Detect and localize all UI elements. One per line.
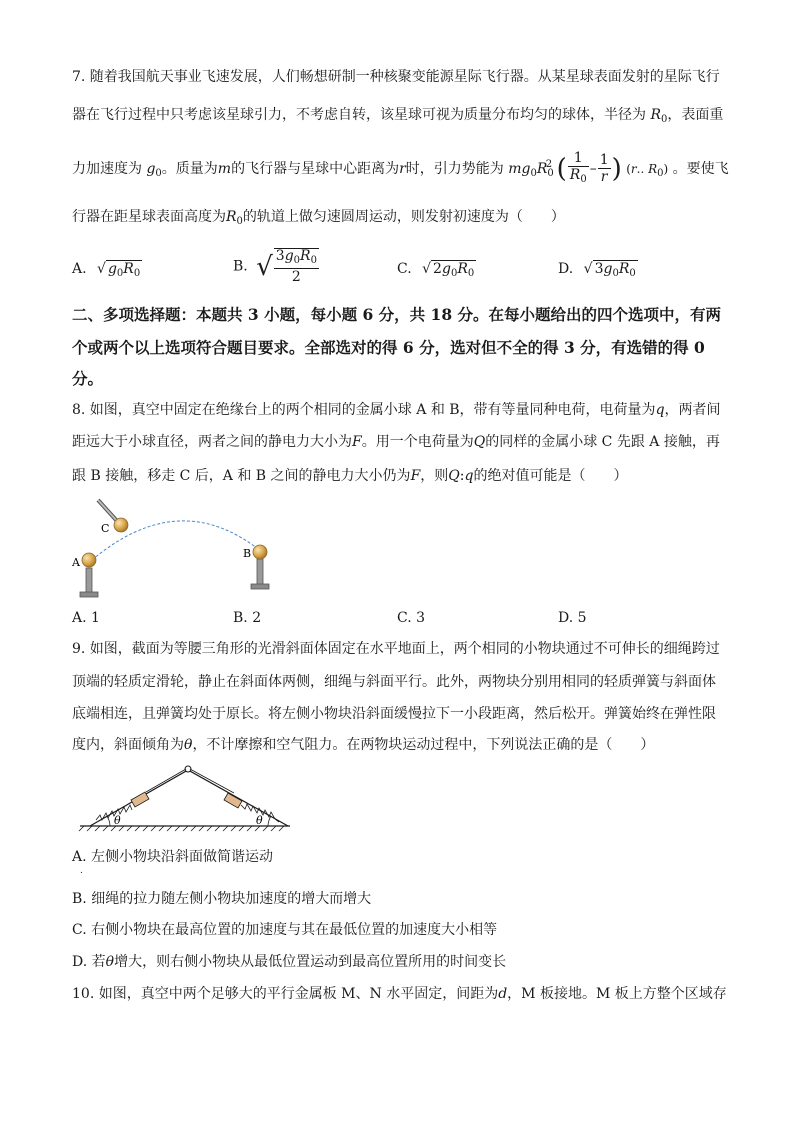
q7-option-b-label: B. xyxy=(233,258,248,275)
frac1-den xyxy=(568,167,589,188)
b-den: 2 xyxy=(291,269,301,285)
q7-line-4-text-b: 的轨道上做匀速圆周运动，则发射初速度为（ ） xyxy=(242,209,565,225)
gravity-symbol: g xyxy=(146,161,156,177)
q7-line-3-text-b: 。质量为 xyxy=(161,161,218,177)
q9-incline-figure xyxy=(76,760,296,836)
c-2: 2 xyxy=(433,261,442,277)
q9-line-4 xyxy=(72,736,654,754)
q7-option-c xyxy=(397,260,476,283)
label-c: C xyxy=(101,522,110,535)
frac1-den-R: R xyxy=(569,166,581,183)
formula-R: R xyxy=(536,161,548,177)
rope-right xyxy=(190,769,234,793)
label-a: A xyxy=(72,556,80,569)
c-g-sub: 0 xyxy=(450,268,458,279)
section2-line-3: 分。 xyxy=(72,369,104,388)
formula-condition: (r.. $R_0$) xyxy=(626,162,669,179)
frac2-num: 1 xyxy=(599,152,609,168)
q9-option-c: C. 右侧小物块在最高位置的加速度与其在最低位置的加速度大小相等 xyxy=(72,922,498,938)
fraction-1-over-R0 xyxy=(568,151,589,188)
q9-line-3: 底端相连，且弹簧均处于原长。将左侧小物块沿斜面缓慢拉下一小段距离，然后松开。弹簧始终在弹性限 xyxy=(72,706,716,722)
b-g-sub: 0 xyxy=(293,255,301,266)
gap-d: d xyxy=(498,986,508,1002)
c-g: g xyxy=(441,261,451,277)
block-left xyxy=(131,792,149,807)
sphere-c xyxy=(114,518,128,532)
q7-option-d xyxy=(558,260,638,283)
q7-option-d-label: D. xyxy=(558,261,574,277)
q7-option-d-value xyxy=(593,260,638,277)
q8-option-c: C. 3 xyxy=(397,610,426,626)
q7-option-c-value xyxy=(431,260,476,277)
a-R-sub: 0 xyxy=(133,268,141,279)
b-R: R xyxy=(300,248,311,264)
gravity-subscript: 0 xyxy=(155,168,162,179)
formula-R-sup: 2 xyxy=(545,159,553,170)
q8-line-2-text-b: 。用一个电荷量为 xyxy=(361,434,474,450)
q8-option-d: D. 5 xyxy=(558,610,587,626)
q7-line-4-text-a: 行器在距星球表面高度为 xyxy=(72,209,226,225)
sqrt-sign: √ xyxy=(256,251,273,282)
stand-b xyxy=(251,545,269,589)
q9-line-1: 9. 如图，截面为等腰三角形的光滑斜面体固定在水平地面上，两个相同的小物块通过不可伸长的细绳跨过 xyxy=(72,641,720,657)
formula-R-sub: 0 xyxy=(547,168,554,179)
q7-line-3-text-e: 。要使飞 xyxy=(672,161,729,177)
radius-subscript: 0 xyxy=(661,114,668,125)
formula-g-sub: 0 xyxy=(530,168,537,179)
d-R: R xyxy=(618,261,630,277)
condition-r: r xyxy=(630,162,637,176)
q7-option-c-label: C. xyxy=(397,261,412,277)
charge-Q: Q xyxy=(473,434,486,450)
q7-option-a xyxy=(72,260,142,283)
ratio-Q: Q xyxy=(448,468,460,484)
q8-line-3 xyxy=(72,467,627,485)
frac1-num: 1 xyxy=(568,151,589,167)
sqrt-sign: √ xyxy=(583,261,593,277)
q8-line-1 xyxy=(72,401,721,419)
q9-line-4-text-a: 度内，斜面倾角为 xyxy=(72,737,184,753)
q9-option-a: A. 左侧小物块沿斜面做简谐运动 xyxy=(72,849,274,865)
q7-line-3-text-d: 时，引力势能为 xyxy=(405,161,504,177)
q7-option-a-value xyxy=(106,260,142,277)
sphere-a xyxy=(82,553,96,567)
angle-theta: θ xyxy=(184,737,193,753)
frac2-den: r xyxy=(600,169,608,185)
q8-option-b: B. 2 xyxy=(233,610,262,626)
formula-rparen: ) xyxy=(611,154,622,184)
q8-line-1-tail: ，两者间 xyxy=(664,402,721,418)
q9-line-2: 顶端的轻质定滑轮，静止在斜面体两侧，细绳与斜面平行。此外，两物块分别用相同的轻质弹簧与斜面体 xyxy=(72,674,716,690)
formula-lparen: ( xyxy=(556,154,567,184)
q9-option-d-text-a: D. 若 xyxy=(72,954,106,970)
force-F: F xyxy=(352,434,362,450)
c-R-sub: 0 xyxy=(467,268,475,279)
mass-symbol: m xyxy=(217,161,232,177)
sqrt-sign: √ xyxy=(422,261,432,277)
q9-option-d-theta: θ xyxy=(105,954,115,970)
a-g: g xyxy=(107,261,117,277)
section2-line-1: 二、多项选择题：本题共 3 小题，每小题 6 分，共 18 分。在每小题给出的四个选项中，有两 xyxy=(72,305,722,324)
rope-left xyxy=(146,769,186,792)
q7-line-2-tail: ，表面重 xyxy=(667,107,724,123)
sphere-b xyxy=(253,545,267,559)
q9-option-d xyxy=(72,953,506,971)
d-3: 3 xyxy=(594,261,604,277)
q8-charged-spheres-figure xyxy=(70,494,290,606)
q8-line-2 xyxy=(72,433,720,451)
q7-option-b xyxy=(233,248,320,285)
condition-sub: 0 xyxy=(657,168,664,179)
q7-line-2-text: 器在飞行过程中只考虑该星球引力，不考虑自转，该星球可视为质量分布均匀的球体，半径为 xyxy=(72,107,646,123)
charge-q: q xyxy=(655,402,665,418)
ratio-colon: : xyxy=(459,468,465,484)
frac1-den-sub: 0 xyxy=(580,173,587,185)
q8-line-1-text: 8. 如图，真空中固定在绝缘台上的两个相同的金属小球 A 和 B，带有等量同种电荷，电荷量为 xyxy=(72,402,656,418)
c-R: R xyxy=(457,261,468,277)
q9-line-4-text-b: ，不计摩擦和空气阻力。在两物块运动过程中，下列说法正确的是（ ） xyxy=(192,737,655,753)
formula-m: m xyxy=(508,161,522,177)
q10-line-1-tail: ，M 板接地。M 板上方整个区域存 xyxy=(507,986,727,1002)
q7-option-a-label: A. xyxy=(72,261,87,277)
d-g-sub: 0 xyxy=(612,268,619,279)
condition-R: R xyxy=(648,162,658,176)
height-R-sub: 0 xyxy=(236,216,243,227)
stand-a xyxy=(80,553,98,597)
q8-option-a: A. 1 xyxy=(72,610,100,626)
stray-dot: . xyxy=(80,866,83,876)
q7-line-1: 7. 随着我国航天事业飞速发展，人们畅想研制一种核聚变能源星际飞行器。从某星球表面发射的星际飞行 xyxy=(72,69,720,85)
q8-line-3-text-b: ，则 xyxy=(420,468,449,484)
theta-right: θ xyxy=(256,814,263,827)
section2-line-2: 个或两个以上选项符合题目要求。全部选对的得 6 分，选对但不全的得 3 分，有选错的得 0 xyxy=(72,338,705,357)
b-R-sub: 0 xyxy=(310,255,317,266)
q7-line-4 xyxy=(72,208,565,231)
angle-arc-right xyxy=(268,816,271,826)
potential-energy-formula: $mg_0R_0^2$ ( $\frac{1}{R_0}$ – $\frac{1}{r}$ ) (r.. $R_0$) xyxy=(508,161,672,177)
q8-line-2-text-a: 距远大于小球直径，两者之间的静电力大小为 xyxy=(72,434,352,450)
q8-line-3-text-a: 跟 B 接触，移走 C 后，A 和 B 之间的静电力大小仍为 xyxy=(72,468,411,484)
distance-symbol: r xyxy=(399,161,406,177)
q7-line-3-text-a: 力加速度为 xyxy=(72,161,142,177)
formula-g: g xyxy=(521,161,531,177)
b-num xyxy=(274,249,319,269)
a-R: R xyxy=(123,261,134,277)
ratio-q: q xyxy=(464,468,474,484)
a-g-sub: 0 xyxy=(116,268,124,279)
ground-hatch xyxy=(79,826,284,831)
q9-option-d-text-b: 增大，则右侧小物块从最低位置运动到最高位置所用的时间变长 xyxy=(114,954,507,970)
q10-line-1-text: 10. 如图，真空中两个足够大的平行金属板 M、N 水平固定，间距为 xyxy=(72,986,499,1002)
force-F-2: F xyxy=(410,468,421,484)
fraction-1-over-r xyxy=(598,153,611,185)
q7-line-3-text-c: 的飞行器与星球中心距离为 xyxy=(231,161,400,177)
label-b: B xyxy=(243,547,252,560)
q7-line-2 xyxy=(72,106,723,129)
theta-left: θ xyxy=(114,814,121,827)
d-g: g xyxy=(603,261,613,277)
q7-option-b-value xyxy=(274,248,319,285)
sqrt-sign: √ xyxy=(97,261,106,277)
height-R: R xyxy=(226,209,237,225)
q7-line-3 xyxy=(72,148,729,185)
d-R-sub: 0 xyxy=(629,268,636,279)
q10-line-1 xyxy=(72,985,727,1003)
radius-symbol: R xyxy=(650,107,661,123)
b-g: g xyxy=(284,248,294,264)
b-3: 3 xyxy=(275,248,285,264)
q8-line-2-text-c: 的同样的金属小球 C 先跟 A 接触，再 xyxy=(485,434,720,450)
q9-option-b: B. 细绳的拉力随左侧小物块加速度的增大而增大 xyxy=(72,891,372,907)
q8-line-3-text-c: 的绝对值可能是（ ） xyxy=(473,468,628,484)
